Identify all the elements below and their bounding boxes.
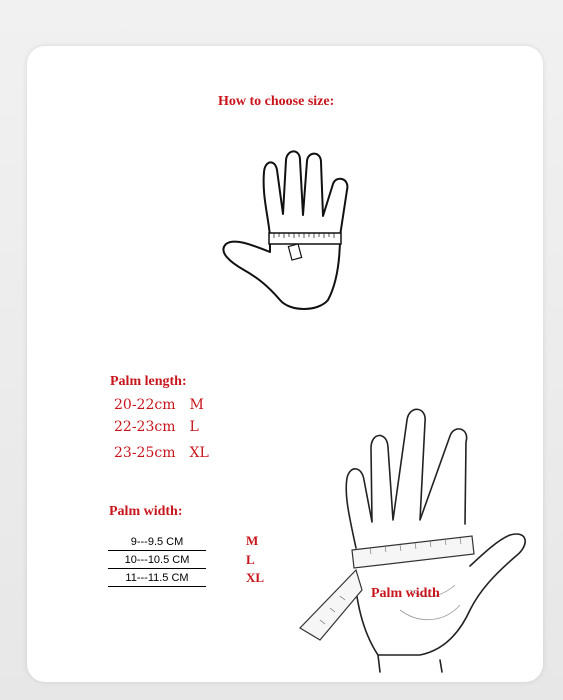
palm-length-title: Palm length: xyxy=(110,374,187,389)
palm-width-diagram-label: Palm width xyxy=(371,586,440,601)
palm-length-range: 23-25cm xyxy=(114,445,176,461)
palm-length-row xyxy=(114,397,204,413)
palm-width-size: XL xyxy=(246,570,265,585)
palm-width-range: 11---11.5 CM xyxy=(108,571,206,587)
palm-width-size: M xyxy=(246,533,259,548)
palm-length-range: 22-23cm xyxy=(114,419,176,435)
palm-width-range: 9---9.5 CM xyxy=(108,535,206,551)
size-guide-heading: How to choose size: xyxy=(218,94,335,109)
palm-length-row xyxy=(114,419,199,435)
palm-length-size: L xyxy=(189,419,199,435)
palm-length-size: XL xyxy=(189,445,209,461)
palm-length-row xyxy=(114,445,209,461)
palm-length-size: M xyxy=(189,397,204,413)
palm-length-range: 20-22cm xyxy=(114,397,176,413)
palm-width-title: Palm width: xyxy=(109,504,183,519)
palm-width-size: L xyxy=(246,552,255,567)
palm-width-range: 10---10.5 CM xyxy=(108,553,206,569)
